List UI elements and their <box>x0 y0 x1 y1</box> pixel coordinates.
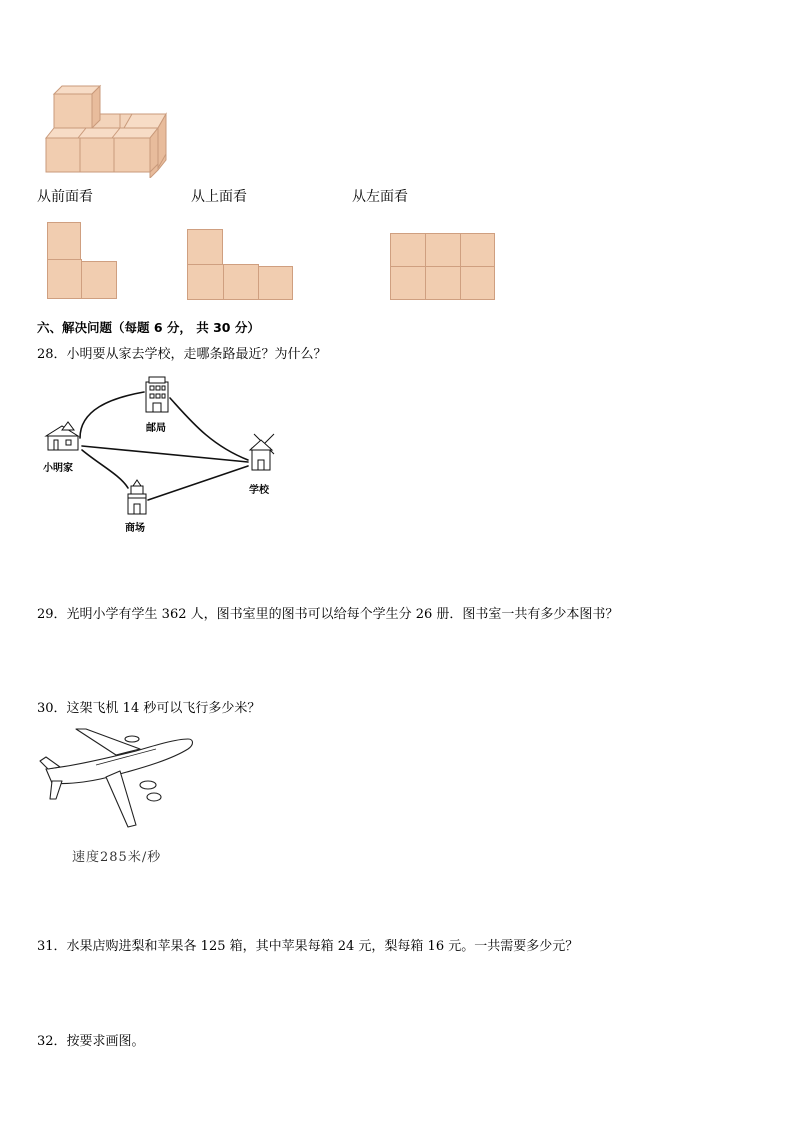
school-icon <box>250 434 274 470</box>
top-view-label: 从上面看 <box>191 189 247 205</box>
school-label: 学校 <box>249 485 269 496</box>
question-29: 29．光明小学有学生 362 人，图书室里的图书可以给每个学生分 26 册．图书室一共有多少本图书？ <box>37 607 619 622</box>
question-31: 31．水果店购进梨和苹果各 125 箱，其中苹果每箱 24 元，梨每箱 16 元。一共需要多少元？ <box>37 939 579 954</box>
post-office-icon <box>146 377 168 412</box>
mall-icon <box>128 480 146 514</box>
top-view-diagram <box>187 229 295 301</box>
question-28: 28．小明要从家去学校，走哪条路最近？为什么？ <box>37 347 327 362</box>
front-view-diagram <box>47 222 119 300</box>
airplane-speed-label: 速度285米/秒 <box>72 850 162 865</box>
cube-figure <box>40 78 175 178</box>
post-office-label: 邮局 <box>146 423 166 434</box>
route-map <box>40 370 300 540</box>
mall-label: 商场 <box>125 523 145 534</box>
left-view-diagram <box>390 233 496 301</box>
section-title: 六、解决问题（每题 6 分， 共 30 分） <box>37 320 260 335</box>
home-icon <box>46 422 78 450</box>
home-label: 小明家 <box>43 463 73 474</box>
left-view-label: 从左面看 <box>352 189 408 205</box>
front-view-label: 从前面看 <box>37 189 93 205</box>
question-30: 30．这架飞机 14 秒可以飞行多少米？ <box>37 701 261 716</box>
airplane-icon <box>36 725 196 835</box>
question-32: 32．按要求画图。 <box>37 1034 145 1049</box>
